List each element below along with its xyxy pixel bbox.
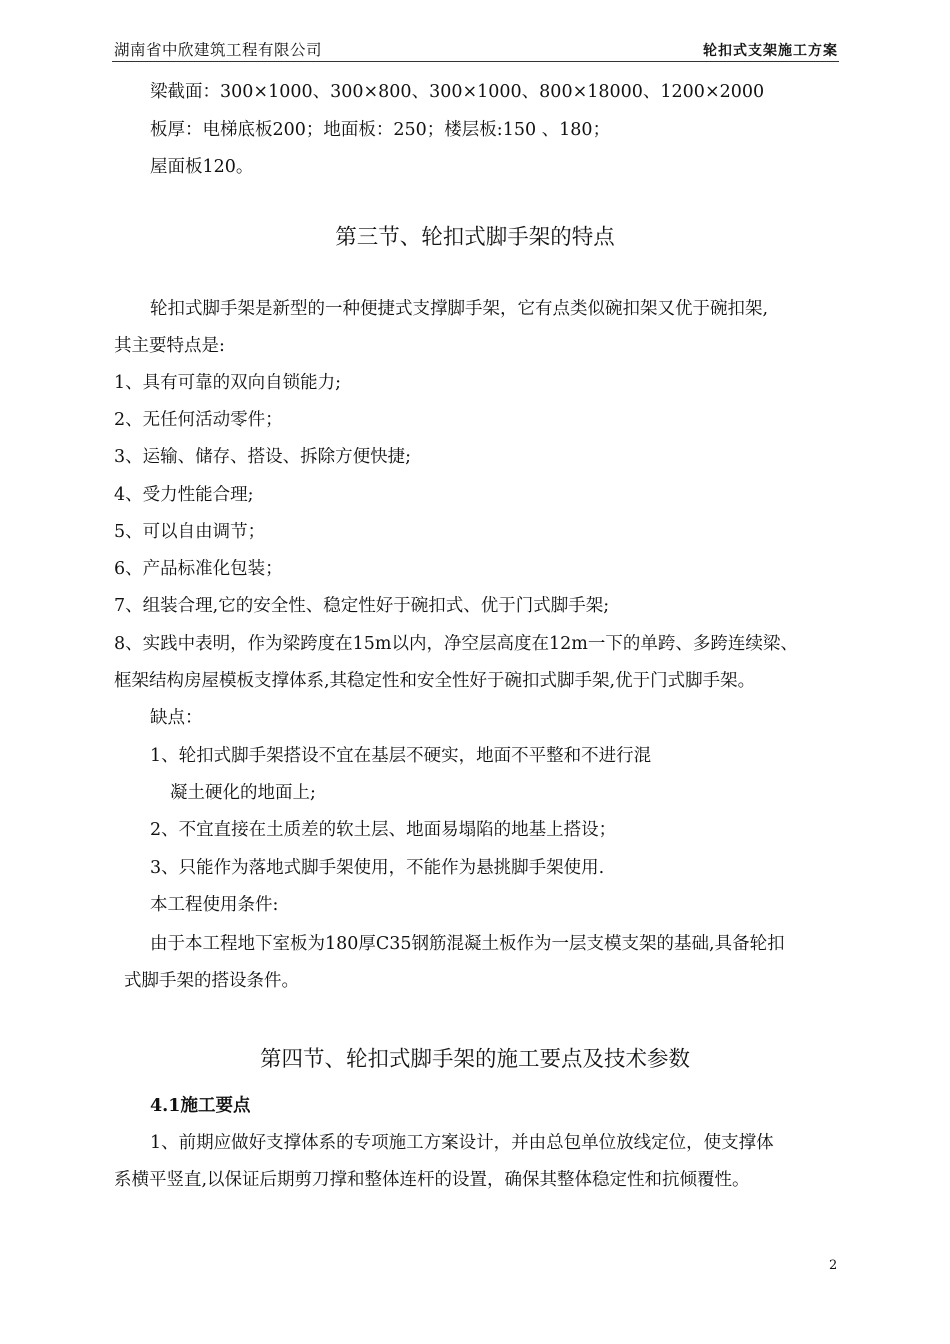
- beam-section-line: 梁截面：300×1000、300×800、300×1000、800×18000、1200×2000: [150, 82, 765, 102]
- header-rule: [112, 61, 839, 62]
- feature-item: 3、运输、储存、搭设、拆除方便快捷;: [114, 447, 412, 467]
- roof-slab-line: 屋面板120。: [150, 157, 254, 177]
- conditions-label: 本工程使用条件:: [150, 895, 279, 915]
- header-doc-title: 轮扣式支架施工方案: [703, 43, 838, 59]
- drawback-item: 1、轮扣式脚手架搭设不宜在基层不硬实，地面不平整和不进行混: [150, 746, 652, 766]
- feature-item: 4、受力性能合理;: [114, 485, 254, 505]
- drawbacks-label: 缺点：: [150, 708, 203, 728]
- conditions-line: 式脚手架的搭设条件。: [124, 971, 299, 991]
- drawback-item: 3、只能作为落地式脚手架使用，不能作为悬挑脚手架使用.: [150, 858, 605, 878]
- section3-paragraph-line: 轮扣式脚手架是新型的一种便捷式支撑脚手架，它有点类似碗扣架又优于碗扣架,: [150, 299, 769, 319]
- header-company: 湖南省中欣建筑工程有限公司: [114, 41, 323, 59]
- section4-heading: 第四节、轮扣式脚手架的施工要点及技术参数: [259, 1047, 690, 1072]
- conditions-line: 由于本工程地下室板为180厚C35钢筋混凝土板作为一层支模支架的基础,具备轮扣: [150, 934, 785, 954]
- section4-paragraph-line: 系横平竖直,以保证后期剪刀撑和整体连杆的设置，确保其整体稳定性和抗倾覆性。: [114, 1170, 750, 1190]
- drawback-item: 凝土硬化的地面上;: [170, 783, 316, 803]
- page-number: 2: [829, 1258, 838, 1273]
- feature-item: 5、可以自由调节；: [114, 522, 266, 542]
- feature-item: 6、产品标准化包装；: [114, 559, 283, 579]
- feature-item: 8、实践中表明，作为梁跨度在15m以内，净空层高度在12m一下的单跨、多跨连续梁、: [114, 634, 798, 654]
- drawback-item: 2、不宜直接在土质差的软土层、地面易塌陷的地基上搭设；: [150, 820, 617, 840]
- feature-item: 框架结构房屋模板支撑体系,其稳定性和安全性好于碗扣式脚手架,优于门式脚手架。: [114, 671, 756, 691]
- feature-item: 2、无任何活动零件；: [114, 410, 283, 430]
- feature-item: 1、具有可靠的双向自锁能力;: [114, 373, 342, 393]
- section3-paragraph-line: 其主要特点是:: [114, 336, 225, 356]
- feature-item: 7、组装合理,它的安全性、稳定性好于碗扣式、优于门式脚手架;: [114, 596, 610, 616]
- slab-thickness-line: 板厚：电梯底板200；地面板：250；楼层板:150 、180；: [150, 120, 611, 140]
- section4-subheading: 4.1施工要点: [150, 1096, 251, 1116]
- section3-heading: 第三节、轮扣式脚手架的特点: [335, 225, 615, 250]
- section4-paragraph-line: 1、前期应做好支撑体系的专项施工方案设计，并由总包单位放线定位，使支撑体: [150, 1133, 774, 1153]
